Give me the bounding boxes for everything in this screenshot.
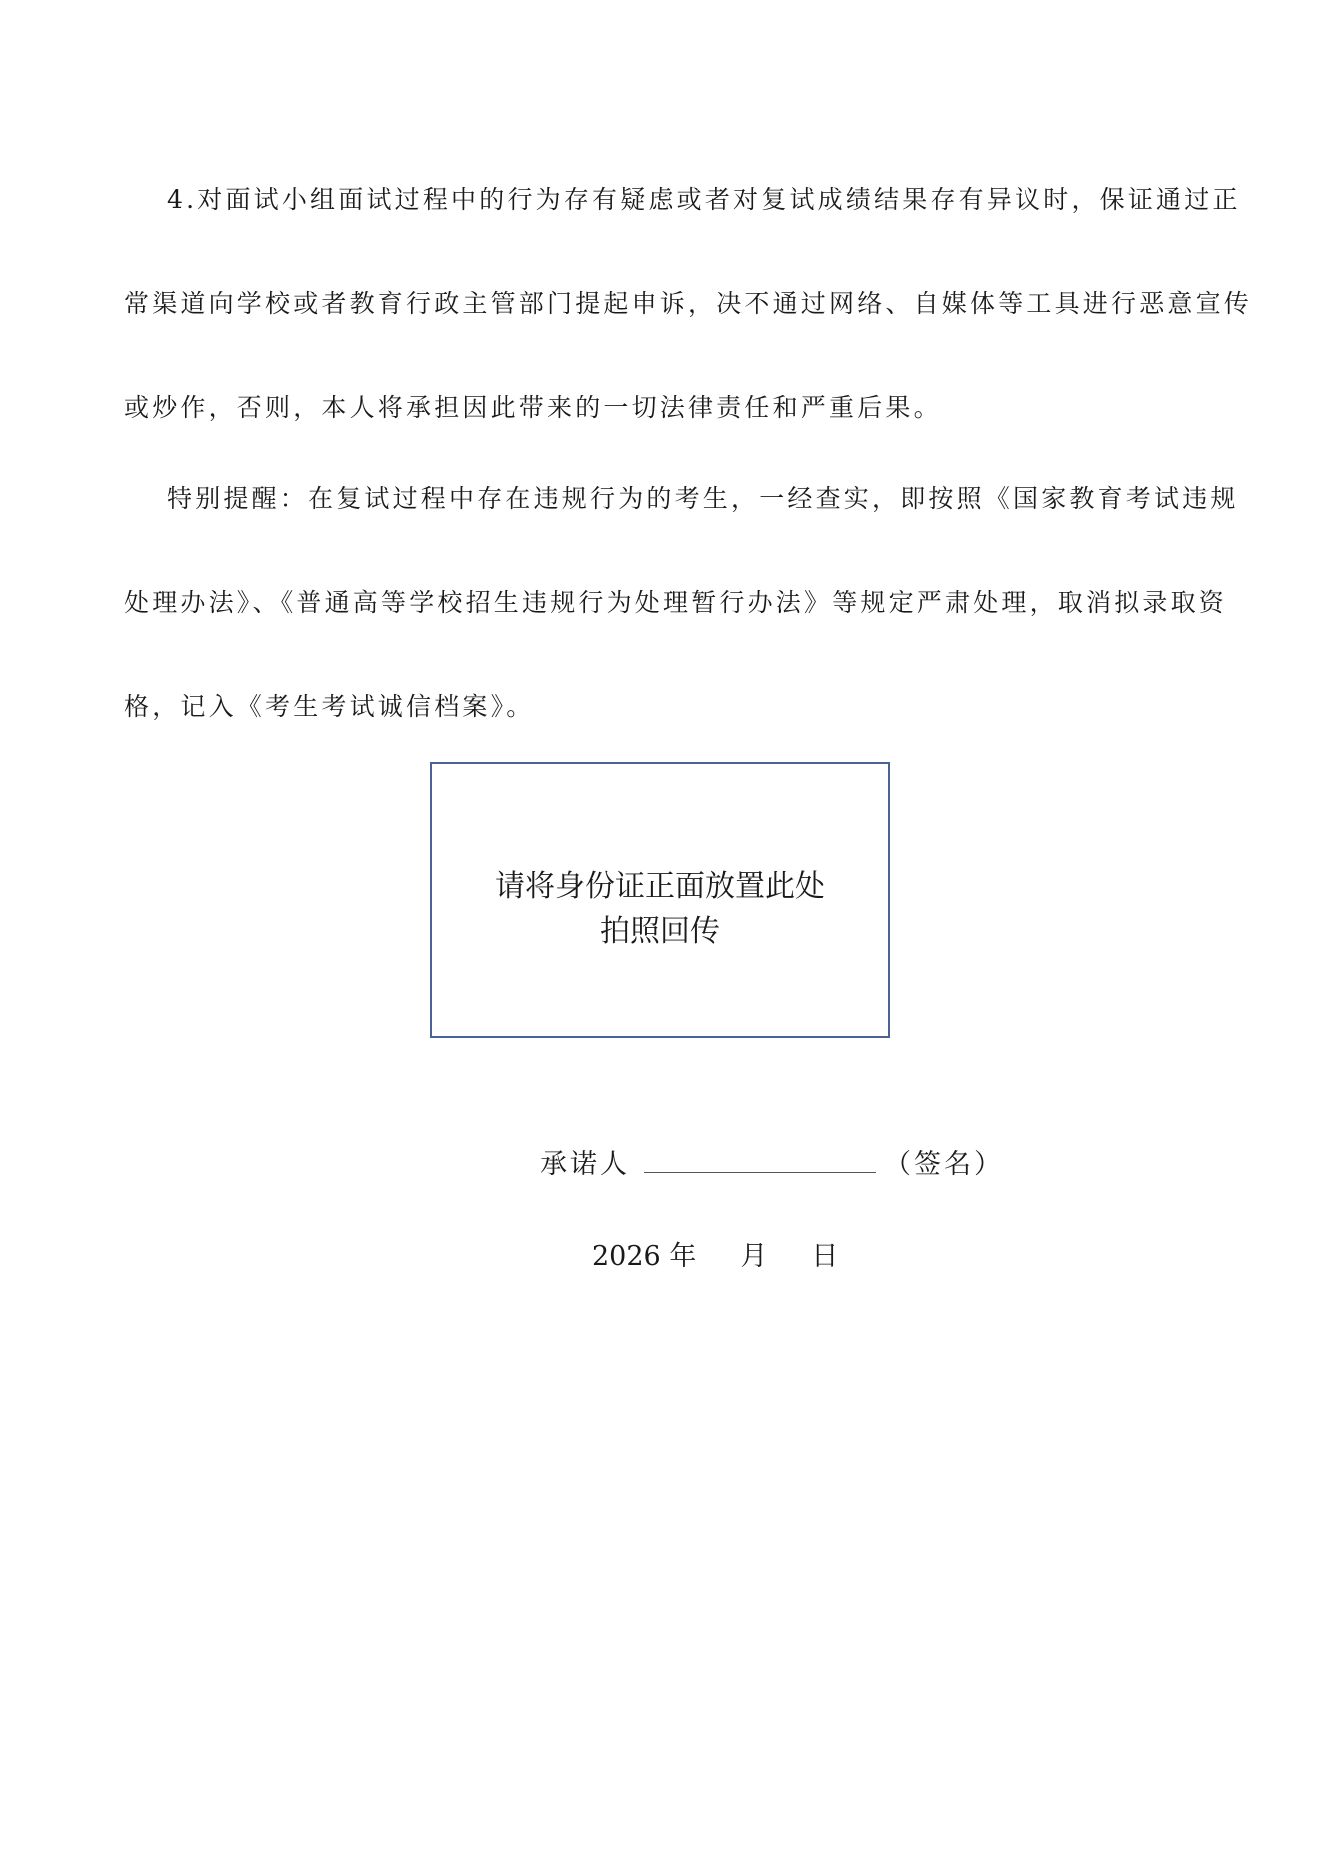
date-day-unit: 日 (811, 1241, 839, 1272)
signature-blank[interactable] (644, 1148, 876, 1173)
date-line (592, 1240, 838, 1274)
reminder-line-1: 特别提醒：在复试过程中存在违规行为的考生，一经查实，即按照《国家教育考试违规 (167, 484, 1239, 513)
signature-suffix: （签名） (884, 1149, 1004, 1180)
paragraph-4-line-1: 4.对面试小组面试过程中的行为存有疑虑或者对复试成绩结果存有异议时，保证通过正 (167, 185, 1241, 214)
date-month-unit: 月 (740, 1241, 768, 1272)
id-card-instruction (432, 864, 888, 954)
id-card-photo-box (430, 762, 890, 1038)
paragraph-4-line-2: 常渠道向学校或者教育行政主管部门提起申诉，决不通过网络、自媒体等工具进行恶意宣传 (124, 289, 1253, 318)
reminder-line-2: 处理办法》、《普通高等学校招生违规行为处理暂行办法》等规定严肃处理，取消拟录取资 (124, 588, 1228, 617)
date-year: 2026 (592, 1241, 661, 1272)
id-card-instruction-line-1: 请将身份证正面放置此处 (495, 869, 825, 904)
signature-label: 承诺人 (540, 1149, 630, 1180)
date-year-unit: 年 (669, 1241, 697, 1272)
id-card-instruction-line-2: 拍照回传 (600, 914, 720, 949)
signature-line (540, 1148, 1004, 1182)
paragraph-4-line-3: 或炒作，否则，本人将承担因此带来的一切法律责任和严重后果。 (124, 393, 942, 422)
reminder-line-3: 格，记入《考生考试诚信档案》。 (124, 692, 535, 721)
